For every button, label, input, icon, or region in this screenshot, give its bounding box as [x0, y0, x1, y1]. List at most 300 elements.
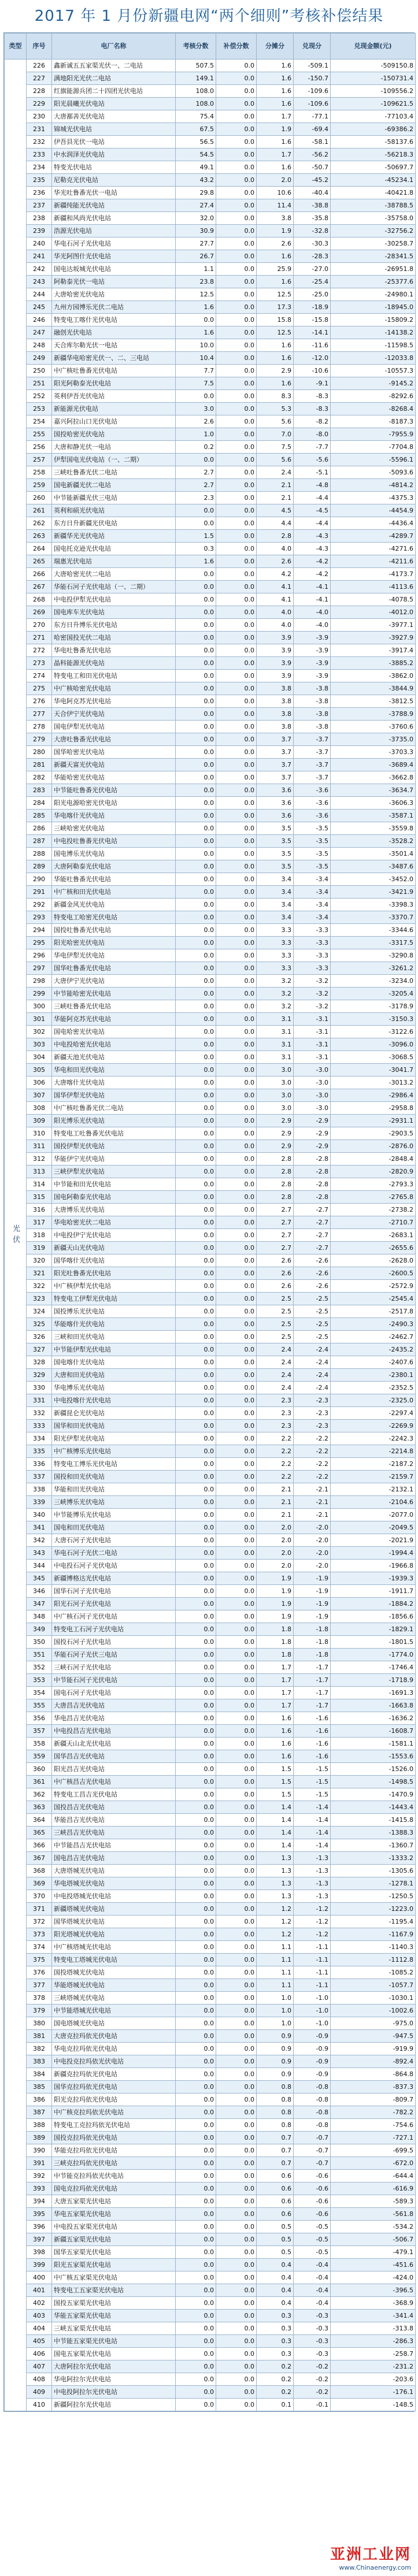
assessment-score: 0.0 — [176, 797, 216, 810]
compensation-score: 0.0 — [216, 2094, 257, 2106]
plant-name: 三峡石河子光伏电站 — [52, 1661, 176, 1674]
table-row — [5, 1127, 416, 1140]
compensation-score: 0.0 — [216, 2322, 257, 2335]
assessment-score: 0.0 — [176, 581, 216, 593]
compensation-score: 0.0 — [216, 161, 257, 174]
settled-score: -4.4 — [294, 492, 331, 504]
table-row — [5, 1954, 416, 1966]
compensation-score: 0.0 — [216, 1077, 257, 1089]
assessment-score: 0.0 — [176, 2182, 216, 2195]
settled-amount: -1085.2 — [331, 1966, 416, 1979]
settled-score: -0.8 — [294, 2106, 331, 2119]
settled-amount: -1746.4 — [331, 1661, 416, 1674]
table-row — [5, 85, 416, 98]
header-plant-name: 电厂名称 — [52, 34, 176, 60]
compensation-score: 0.0 — [216, 1445, 257, 1458]
assessment-score: 0.0 — [176, 1852, 216, 1865]
settled-amount: -3013.2 — [331, 1077, 416, 1089]
compensation-score: 0.0 — [216, 1064, 257, 1077]
row-index: 361 — [27, 1776, 52, 1788]
settled-score: -2.2 — [294, 1432, 331, 1445]
settled-score: -2.5 — [294, 1318, 331, 1331]
shared-score: 0.3 — [257, 2322, 294, 2335]
assessment-score: 0.0 — [176, 682, 216, 695]
assessment-score: 0.0 — [176, 1649, 216, 1661]
settled-amount: -1553.6 — [331, 1750, 416, 1763]
compensation-score: 0.0 — [216, 568, 257, 581]
row-index: 357 — [27, 1725, 52, 1738]
table-row — [5, 695, 416, 708]
shared-score: 3.8 — [257, 721, 294, 733]
row-index: 330 — [27, 1382, 52, 1394]
assessment-score: 12.5 — [176, 288, 216, 301]
plant-name: 国华和田光伏电站 — [52, 1420, 176, 1432]
row-index: 377 — [27, 1979, 52, 1992]
row-index: 270 — [27, 619, 52, 632]
table-row — [5, 1585, 416, 1598]
settled-amount: -69386.2 — [331, 123, 416, 136]
settled-amount: -3977.1 — [331, 619, 416, 632]
shared-score: 1.7 — [257, 110, 294, 123]
shared-score: 0.5 — [257, 2233, 294, 2246]
assessment-score: 0.0 — [176, 1445, 216, 1458]
settled-score: -2.7 — [294, 1204, 331, 1216]
table-row — [5, 873, 416, 886]
settled-score: -2.6 — [294, 1254, 331, 1267]
row-index: 328 — [27, 1356, 52, 1369]
assessment-score: 0.0 — [176, 1102, 216, 1115]
settled-score: -3.2 — [294, 1000, 331, 1013]
table-row — [5, 1928, 416, 1941]
table-row — [5, 975, 416, 988]
settled-amount: -864.8 — [331, 2068, 416, 2081]
plant-name: 华电博乐光伏电站 — [52, 1382, 176, 1394]
plant-name: 锦城光伏电站 — [52, 123, 176, 136]
shared-score: 3.3 — [257, 924, 294, 937]
assessment-score: 49.1 — [176, 161, 216, 174]
row-index: 384 — [27, 2068, 52, 2081]
settled-amount: -3812.5 — [331, 695, 416, 708]
table-row — [5, 2310, 416, 2322]
assessment-score: 0.0 — [176, 2005, 216, 2017]
shared-score: 12.5 — [257, 288, 294, 301]
settled-amount: -2159.7 — [331, 1471, 416, 1483]
plant-name: 国电克拉玛依光伏电站 — [52, 2182, 176, 2195]
compensation-score: 0.0 — [216, 924, 257, 937]
shared-score: 0.2 — [257, 2360, 294, 2373]
shared-score: 1.9 — [257, 1610, 294, 1623]
row-index: 383 — [27, 2055, 52, 2068]
plant-name: 新疆昆仑光伏电站 — [52, 1407, 176, 1420]
plant-name: 阳光塔城光伏电站 — [52, 1928, 176, 1941]
shared-score: 1.7 — [257, 1687, 294, 1699]
settled-amount: -4078.5 — [331, 593, 416, 606]
row-index: 344 — [27, 1560, 52, 1572]
assessment-score: 0.0 — [176, 1000, 216, 1013]
shared-score: 2.5 — [257, 1318, 294, 1331]
compensation-score: 0.0 — [216, 975, 257, 988]
shared-score: 0.1 — [257, 2399, 294, 2411]
settled-score: -28.3 — [294, 250, 331, 263]
shared-score: 2.4 — [257, 1382, 294, 1394]
row-index: 327 — [27, 1343, 52, 1356]
shared-score: 1.6 — [257, 85, 294, 98]
settled-amount: -1333.2 — [331, 1852, 416, 1865]
shared-score: 3.0 — [257, 1064, 294, 1077]
compensation-score: 0.0 — [216, 504, 257, 517]
table-row — [5, 1305, 416, 1318]
assessment-score: 1.5 — [176, 530, 216, 543]
settled-score: -3.5 — [294, 835, 331, 848]
shared-score: 7.0 — [257, 428, 294, 441]
plant-name: 国投吐鲁番光伏电站 — [52, 924, 176, 937]
settled-score: -1.4 — [294, 1801, 331, 1814]
shared-score: 2.0 — [257, 174, 294, 187]
row-index: 382 — [27, 2043, 52, 2055]
settled-score: -3.7 — [294, 759, 331, 771]
row-index: 353 — [27, 1674, 52, 1687]
row-index: 258 — [27, 466, 52, 479]
settled-score: -3.1 — [294, 1038, 331, 1051]
settled-score: -2.4 — [294, 1382, 331, 1394]
shared-score: 0.7 — [257, 2132, 294, 2144]
compensation-score: 0.0 — [216, 949, 257, 962]
settled-score: -109.6 — [294, 98, 331, 110]
assessment-score: 0.0 — [176, 1026, 216, 1038]
table-row — [5, 606, 416, 619]
settled-score: -3.3 — [294, 949, 331, 962]
settled-score: -4.2 — [294, 568, 331, 581]
compensation-score: 0.0 — [216, 454, 257, 466]
settled-score: -1.3 — [294, 1852, 331, 1865]
shared-score: 1.2 — [257, 1916, 294, 1928]
table-row — [5, 924, 416, 937]
shared-score: 1.6 — [257, 60, 294, 72]
assessment-score: 0.0 — [176, 873, 216, 886]
table-row — [5, 1636, 416, 1649]
table-row — [5, 759, 416, 771]
settled-score: -3.6 — [294, 810, 331, 822]
shared-score: 1.8 — [257, 1649, 294, 1661]
settled-amount: -2903.5 — [331, 1127, 416, 1140]
row-index: 332 — [27, 1407, 52, 1420]
shared-score: 0.9 — [257, 2055, 294, 2068]
shared-score: 0.3 — [257, 2310, 294, 2322]
row-index: 347 — [27, 1598, 52, 1610]
shared-score: 2.9 — [257, 1127, 294, 1140]
shared-score: 1.4 — [257, 1839, 294, 1852]
compensation-score: 0.0 — [216, 1115, 257, 1127]
plant-name: 大唐哈密光伏电站 — [52, 288, 176, 301]
settled-score: -4.8 — [294, 479, 331, 492]
settled-score: -14.1 — [294, 326, 331, 339]
table-row — [5, 72, 416, 85]
header-settled-score: 兑现分 — [294, 34, 331, 60]
compensation-score: 0.0 — [216, 1369, 257, 1382]
compensation-score: 0.0 — [216, 85, 257, 98]
table-row — [5, 1140, 416, 1153]
table-row — [5, 962, 416, 975]
row-index: 294 — [27, 924, 52, 937]
settled-score: -40.4 — [294, 187, 331, 199]
plant-name: 新疆五家渠光伏电站 — [52, 2233, 176, 2246]
table-row — [5, 1699, 416, 1712]
plant-name: 国电喀什光伏电站 — [52, 1356, 176, 1369]
assessment-score: 0.0 — [176, 911, 216, 924]
table-row — [5, 1331, 416, 1343]
table-row — [5, 1547, 416, 1560]
plant-name: 国电新疆光伏二电站 — [52, 479, 176, 492]
compensation-score: 0.0 — [216, 250, 257, 263]
plant-name: 鑫新诚五五家渠光伏一、二电站 — [52, 60, 176, 72]
assessment-score: 0.0 — [176, 670, 216, 682]
settled-score: -3.4 — [294, 886, 331, 899]
assessment-score: 1.1 — [176, 263, 216, 276]
plant-name: 满地阳光光伏二电站 — [52, 72, 176, 85]
settled-score: -0.4 — [294, 2284, 331, 2297]
plant-name: 特变电工伊犁光伏电站 — [52, 1293, 176, 1305]
table-row — [5, 2132, 416, 2144]
row-index: 226 — [27, 60, 52, 72]
table-row — [5, 644, 416, 657]
settled-score: -0.5 — [294, 2233, 331, 2246]
plant-name: 国投伊犁光伏电站 — [52, 1140, 176, 1153]
settled-score: -1.8 — [294, 1649, 331, 1661]
settled-amount: -534.2 — [331, 2221, 416, 2233]
compensation-score: 0.0 — [216, 415, 257, 428]
settled-amount: -40421.8 — [331, 187, 416, 199]
row-index: 241 — [27, 250, 52, 263]
plant-name: 中节能塔城光伏电站 — [52, 2005, 176, 2017]
compensation-score: 0.0 — [216, 1966, 257, 1979]
table-row — [5, 187, 416, 199]
compensation-score: 0.0 — [216, 797, 257, 810]
plant-name: 大唐塔城光伏电站 — [52, 1865, 176, 1877]
shared-score: 3.2 — [257, 1000, 294, 1013]
settled-score: -1.3 — [294, 1877, 331, 1890]
table-row — [5, 199, 416, 212]
assessment-score: 0.0 — [176, 1954, 216, 1966]
settled-score: -0.3 — [294, 2348, 331, 2360]
compensation-score: 0.0 — [216, 377, 257, 390]
assessment-score: 0.0 — [176, 2094, 216, 2106]
settled-score: -2.0 — [294, 1547, 331, 1560]
assessment-score: 0.0 — [176, 1356, 216, 1369]
plant-name: 国电博乐光伏电站 — [52, 848, 176, 860]
settled-score: -2.3 — [294, 1420, 331, 1432]
compensation-score: 0.0 — [216, 1827, 257, 1839]
shared-score: 1.0 — [257, 2005, 294, 2017]
settled-score: -18.9 — [294, 301, 331, 314]
compensation-score: 0.0 — [216, 543, 257, 555]
assessment-score: 0.0 — [176, 1890, 216, 1903]
shared-score: 3.1 — [257, 1013, 294, 1026]
assessment-score: 0.0 — [176, 632, 216, 644]
settled-amount: -699.5 — [331, 2144, 416, 2157]
shared-score: 0.8 — [257, 2119, 294, 2132]
plant-name: 伊犁国电光伏电站（一、二期） — [52, 454, 176, 466]
settled-score: -8.2 — [294, 415, 331, 428]
assessment-score: 0.0 — [176, 1725, 216, 1738]
shared-score: 0.3 — [257, 2348, 294, 2360]
settled-score: -1.4 — [294, 1839, 331, 1852]
assessment-score: 0.0 — [176, 2055, 216, 2068]
compensation-score: 0.0 — [216, 2335, 257, 2348]
settled-amount: -1581.1 — [331, 1738, 416, 1750]
shared-score: 1.1 — [257, 1954, 294, 1966]
compensation-score: 0.0 — [216, 1293, 257, 1305]
settled-amount: -1388.3 — [331, 1827, 416, 1839]
table-row — [5, 1445, 416, 1458]
row-index: 320 — [27, 1254, 52, 1267]
plant-name: 中节能新疆光伏三电站 — [52, 492, 176, 504]
compensation-score: 0.0 — [216, 1153, 257, 1165]
row-index: 375 — [27, 1954, 52, 1966]
table-row — [5, 136, 416, 149]
table-row — [5, 1623, 416, 1636]
settled-score: -69.4 — [294, 123, 331, 136]
shared-score: 2.4 — [257, 466, 294, 479]
assessment-score: 0.0 — [176, 835, 216, 848]
shared-score: 0.9 — [257, 2030, 294, 2043]
watermark-main: 亚洲工业网 — [330, 2546, 411, 2563]
table-row — [5, 899, 416, 911]
table-row — [5, 492, 416, 504]
compensation-score: 0.0 — [216, 1801, 257, 1814]
settled-amount: -3501.4 — [331, 848, 416, 860]
settled-score: -58.1 — [294, 136, 331, 149]
table-row — [5, 1000, 416, 1013]
assessment-score: 0.0 — [176, 2208, 216, 2221]
plant-name: 华光阿图什光伏电站 — [52, 250, 176, 263]
table-row — [5, 2322, 416, 2335]
settled-score: -2.6 — [294, 1280, 331, 1293]
compensation-score: 0.0 — [216, 314, 257, 326]
shared-score: 2.5 — [257, 1305, 294, 1318]
shared-score: 1.1 — [257, 1979, 294, 1992]
plant-name: 国投石河子光伏电站 — [52, 1636, 176, 1649]
compensation-score: 0.0 — [216, 1356, 257, 1369]
plant-name: 国投哈密光伏电站 — [52, 428, 176, 441]
settled-score: -0.7 — [294, 2157, 331, 2170]
assessment-score: 108.0 — [176, 98, 216, 110]
shared-score: 3.4 — [257, 886, 294, 899]
settled-score: -1.5 — [294, 1763, 331, 1776]
plant-name: 中电投伊犁光伏电站 — [52, 593, 176, 606]
row-index: 349 — [27, 1623, 52, 1636]
shared-score: 1.6 — [257, 98, 294, 110]
shared-score: 2.7 — [257, 1242, 294, 1254]
settled-amount: -754.6 — [331, 2119, 416, 2132]
table-row — [5, 835, 416, 848]
assessment-score: 0.0 — [176, 1865, 216, 1877]
settled-score: -5.6 — [294, 454, 331, 466]
settled-score: -4.3 — [294, 530, 331, 543]
compensation-score: 0.0 — [216, 492, 257, 504]
settled-amount: -919.9 — [331, 2043, 416, 2055]
table-row — [5, 1318, 416, 1331]
settled-amount: -727.1 — [331, 2132, 416, 2144]
row-index: 378 — [27, 1992, 52, 2005]
shared-score: 25.9 — [257, 263, 294, 276]
compensation-score: 0.0 — [216, 352, 257, 365]
table-row — [5, 670, 416, 682]
compensation-score: 0.0 — [216, 1267, 257, 1280]
compensation-score: 0.0 — [216, 1000, 257, 1013]
table-row — [5, 746, 416, 759]
settled-score: -3.6 — [294, 784, 331, 797]
row-index: 267 — [27, 581, 52, 593]
table-row — [5, 1013, 416, 1026]
table-row — [5, 1153, 416, 1165]
assessment-score: 1.6 — [176, 326, 216, 339]
settled-amount: -2242.3 — [331, 1432, 416, 1445]
assessment-score: 0.0 — [176, 1471, 216, 1483]
assessment-score: 0.0 — [176, 1738, 216, 1750]
plant-name: 中广核五家渠光伏电站 — [52, 2271, 176, 2284]
shared-score: 1.4 — [257, 1827, 294, 1839]
table-row — [5, 1687, 416, 1699]
row-index: 326 — [27, 1331, 52, 1343]
compensation-score: 0.0 — [216, 988, 257, 1000]
assessment-score: 1.6 — [176, 555, 216, 568]
settled-score: -1.0 — [294, 2005, 331, 2017]
shared-score: 0.3 — [257, 2335, 294, 2348]
plant-name: 国华哈密光伏电站 — [52, 746, 176, 759]
settled-amount: -3703.3 — [331, 746, 416, 759]
row-index: 388 — [27, 2119, 52, 2132]
compensation-score: 0.0 — [216, 733, 257, 746]
plant-name: 中电投克拉玛依光伏电站 — [52, 2055, 176, 2068]
settled-amount: -589.3 — [331, 2195, 416, 2208]
settled-amount: -1663.8 — [331, 1699, 416, 1712]
table-row — [5, 1216, 416, 1229]
assessment-score: 0.0 — [176, 1750, 216, 1763]
row-index: 324 — [27, 1305, 52, 1318]
settled-amount: -2958.8 — [331, 1102, 416, 1115]
shared-score: 1.8 — [257, 1636, 294, 1649]
table-row — [5, 1979, 416, 1992]
settled-amount: -1057.7 — [331, 1979, 416, 1992]
plant-name: 华电和田光伏电站 — [52, 1064, 176, 1077]
compensation-score: 0.0 — [216, 848, 257, 860]
shared-score: 2.4 — [257, 1369, 294, 1382]
table-row — [5, 619, 416, 632]
plant-name: 三峡和田光伏电站 — [52, 1331, 176, 1343]
settled-amount: -644.4 — [331, 2170, 416, 2182]
assessment-score: 2.7 — [176, 466, 216, 479]
shared-score: 3.6 — [257, 784, 294, 797]
row-index: 286 — [27, 822, 52, 835]
plant-name: 华电伊犁光伏电站 — [52, 949, 176, 962]
assessment-score: 32.0 — [176, 212, 216, 225]
assessment-score: 0.0 — [176, 1140, 216, 1153]
plant-name: 国华五家渠光伏电站 — [52, 2246, 176, 2259]
settled-score: -1.6 — [294, 1725, 331, 1738]
assessment-score: 0.0 — [176, 1432, 216, 1445]
row-index: 391 — [27, 2157, 52, 2170]
row-index: 334 — [27, 1432, 52, 1445]
compensation-score: 0.0 — [216, 199, 257, 212]
shared-score: 3.2 — [257, 988, 294, 1000]
compensation-score: 0.0 — [216, 682, 257, 695]
compensation-score: 0.0 — [216, 1865, 257, 1877]
settled-amount: -3487.6 — [331, 860, 416, 873]
row-index: 268 — [27, 593, 52, 606]
row-index: 385 — [27, 2081, 52, 2094]
assessment-score: 2.7 — [176, 479, 216, 492]
assessment-score: 0.0 — [176, 2310, 216, 2322]
